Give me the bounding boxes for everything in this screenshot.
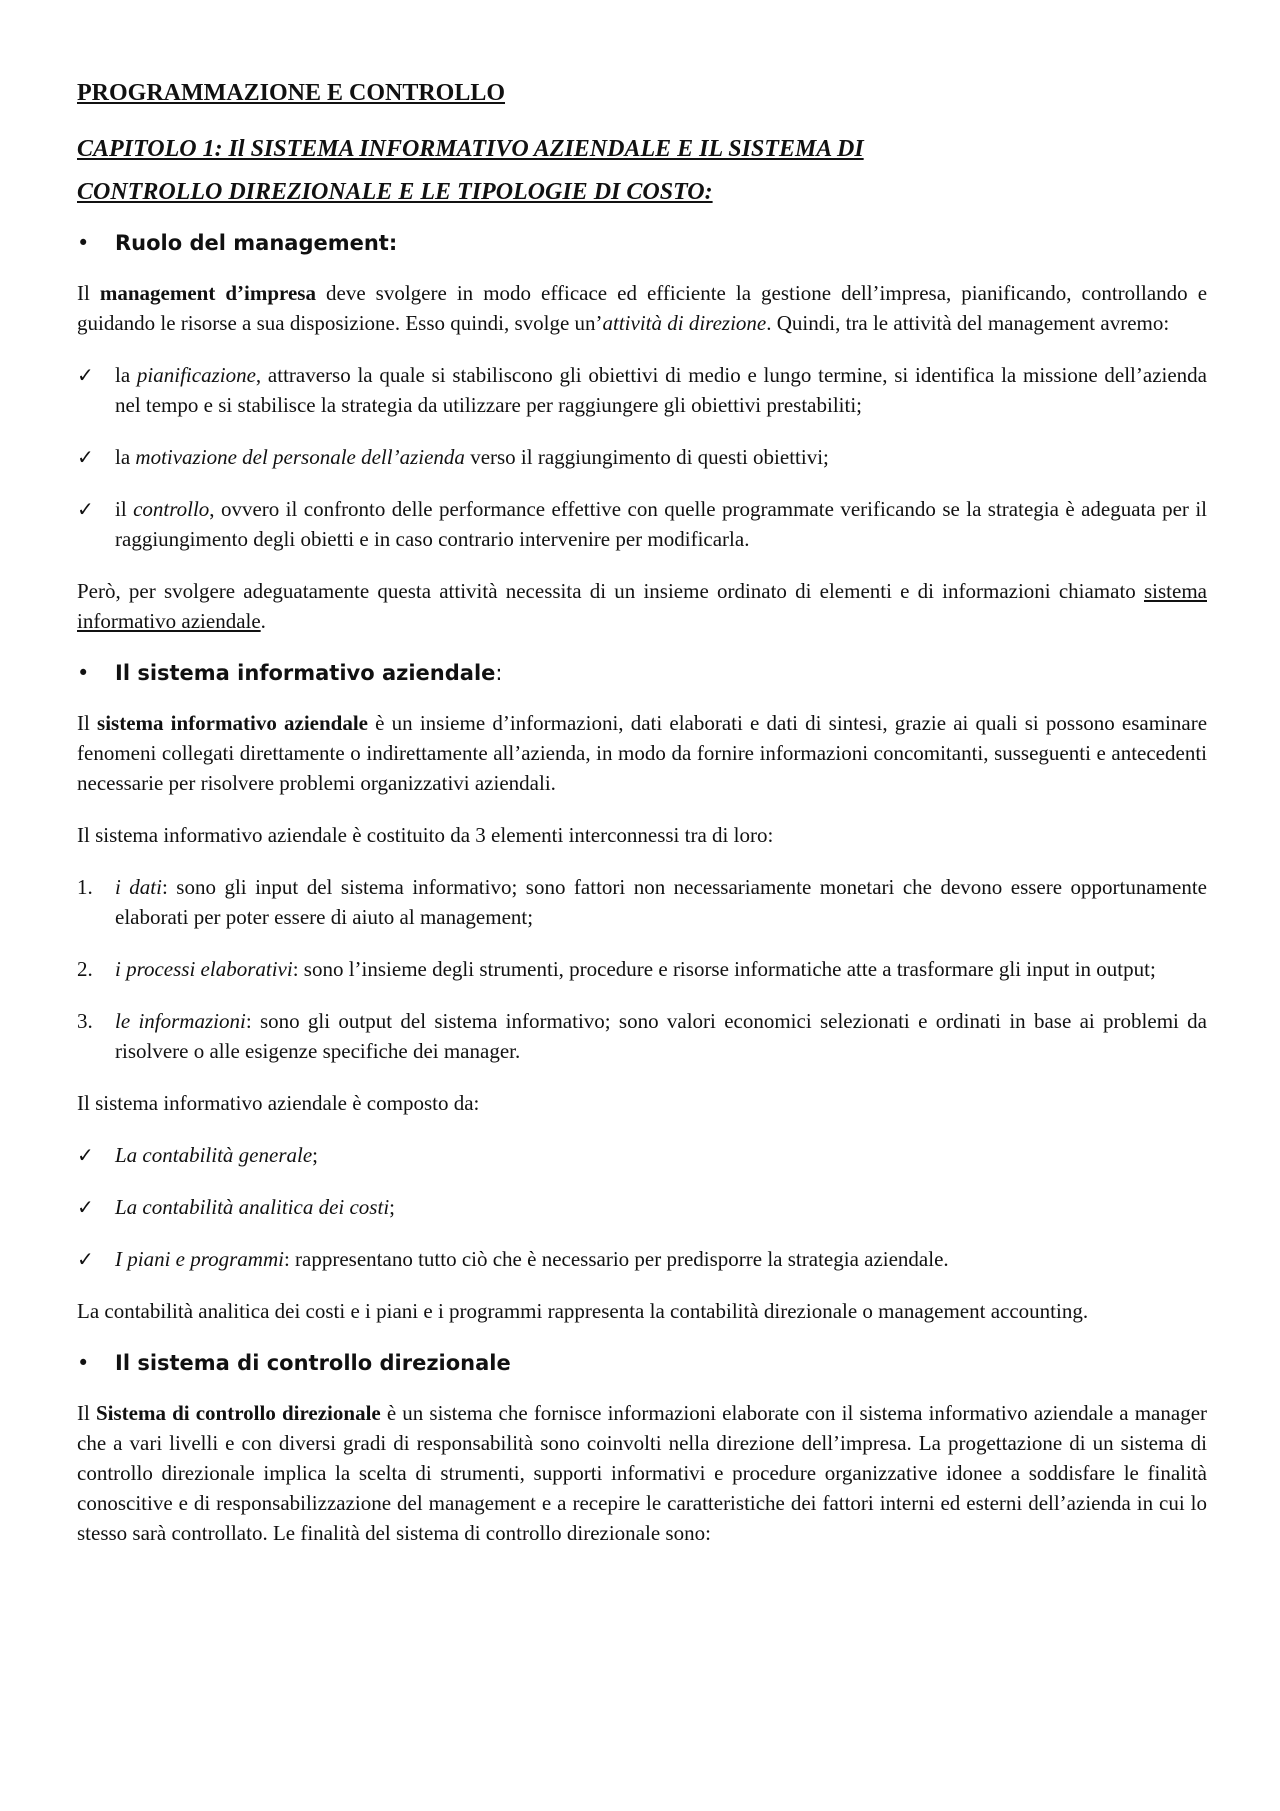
section-heading-text: Il sistema informativo aziendale (115, 661, 496, 685)
paragraph-sistema-informativo-elements: Il sistema informativo aziendale è costituito da 3 elementi interconnessi tra di loro: (77, 823, 774, 847)
text-run: : sono gli output del sistema informativo; sono valori economici selezionati e ordinati in base ai problemi da risolvere o alle esigenze specifiche dei manager. (115, 1009, 1207, 1063)
text-run: è un insieme d’informazioni, dati elaborati e dati di sintesi, grazie ai quali si possono esaminare fenomeni collegati direttamente o indirettamente all’azienda, in modo da fornire informazioni concomitanti, susseguenti e antecedenti necessarie per risolvere problemi organizzativi aziendali. (77, 711, 1208, 795)
text-run: ; (389, 1195, 395, 1219)
italic-term: le informazioni (115, 1009, 246, 1033)
italic-term: attività di direzione (602, 311, 767, 335)
text-run: Il (77, 1401, 96, 1425)
list-number: 2. (77, 957, 93, 981)
document-title: PROGRAMMAZIONE E CONTROLLO (77, 80, 506, 106)
section-heading-colon: : (495, 661, 503, 685)
text-run: ; (312, 1143, 318, 1167)
section-heading-text: Il sistema di controllo direzionale (115, 1351, 511, 1375)
bold-term: sistema informativo aziendale (97, 711, 368, 735)
check-icon: ✓ (77, 445, 94, 469)
bullet-icon: • (77, 661, 90, 685)
text-run: deve svolgere in modo efficace ed efficiente la gestione dell’impresa, pianificando, controllando e guidando le risorse a sua disposizione. Esso quindi, svolge un’ (77, 281, 1208, 335)
list-number: 1. (77, 875, 93, 899)
check-icon: ✓ (77, 1143, 94, 1167)
italic-term: La contabilità generale (115, 1143, 313, 1167)
numbered-list-item (77, 954, 1207, 984)
text-run: è un sistema che fornisce informazioni elaborate con il sistema informativo aziendale a manager che a vari livelli e con diversi gradi di responsabilità sono coinvolti nella direzione dell’impresa. La progettazione di un sistema di controllo direzionale implica la scelta di strumenti, supporti informativi e procedure organizzative idonee a soddisfare le finalità conoscitive e di responsabilizzazione del management e a recepire le caratteristiche dei fattori interni ed esterni dell’azienda in cui lo stesso sarà controllato. Le finalità del sistema di controllo direzionale sono: (77, 1401, 1208, 1545)
section-heading-text: Ruolo del management: (115, 231, 398, 255)
text-run: Però, per svolgere adeguatamente questa attività necessita di un insieme ordinato di elementi e di informazioni chiamato (77, 579, 1144, 603)
italic-term: La contabilità analitica dei costi (115, 1195, 390, 1219)
italic-term: pianificazione (136, 363, 256, 387)
check-list-item (77, 442, 1207, 472)
paragraph-management-intro (77, 278, 1207, 338)
italic-term: i processi elaborativi (115, 957, 293, 981)
text-run: la (115, 363, 137, 387)
numbered-list-item (77, 872, 1207, 932)
italic-term: controllo (133, 497, 210, 521)
chapter-heading-line-1: CAPITOLO 1: Il SISTEMA INFORMATIVO AZIENDALE E IL SISTEMA DI (77, 136, 864, 162)
bold-term: management d’impresa (99, 281, 316, 305)
bullet-icon: • (77, 1351, 90, 1375)
text-run: Il (77, 281, 100, 305)
paragraph-contabilita-direzionale: La contabilità analitica dei costi e i piani e i programmi rappresenta la contabilità direzionale o management accounting. (77, 1299, 1089, 1323)
check-icon: ✓ (77, 1195, 94, 1219)
check-list-item (77, 1140, 1207, 1170)
section-heading-controllo-direzionale (77, 1348, 1207, 1378)
check-list-item (77, 494, 1207, 554)
bullet-icon: • (77, 231, 90, 255)
check-list-item (77, 1192, 1207, 1222)
paragraph-management-outro (77, 576, 1207, 636)
italic-term: I piani e programmi (115, 1247, 284, 1271)
check-list-item (77, 1244, 1207, 1274)
text-run: : sono l’insieme degli strumenti, procedure e risorse informatiche atte a trasformare gli input in output; (292, 957, 1156, 981)
paragraph-sistema-informativo-composition: Il sistema informativo aziendale è composto da: (77, 1091, 480, 1115)
check-icon: ✓ (77, 363, 94, 387)
chapter-heading-line-2: CONTROLLO DIREZIONALE E LE TIPOLOGIE DI COSTO: (77, 179, 713, 205)
document-page (77, 78, 1207, 1570)
paragraph-controllo-direzionale-definition (77, 1398, 1207, 1548)
numbered-list-item (77, 1006, 1207, 1066)
italic-term: i dati (115, 875, 162, 899)
text-run: . (260, 609, 266, 633)
italic-term: motivazione del personale dell’azienda (135, 445, 465, 469)
paragraph-sistema-informativo-definition (77, 708, 1207, 798)
text-run: : rappresentano tutto ciò che è necessario per predisporre la strategia aziendale. (283, 1247, 949, 1271)
text-run: . Quindi, tra le attività del management avremo: (766, 311, 1170, 335)
bold-term: Sistema di controllo direzionale (95, 1401, 381, 1425)
chapter-heading (77, 128, 1207, 214)
text-run: verso il raggiungimento di questi obiettivi; (464, 445, 829, 469)
underlined-term: sistema informativo aziendale (77, 579, 1207, 633)
section-heading-management (77, 228, 1207, 258)
text-run: : sono gli input del sistema informativo; sono fattori non necessariamente monetari che devono essere opportunamente elaborati per poter essere di aiuto al management; (115, 875, 1207, 929)
text-run: , attraverso la quale si stabiliscono gli obiettivi di medio e lungo termine, si identifica la missione dell’azienda nel tempo e si stabilisce la strategia da utilizzare per raggiungere gli obiettivi prestabiliti; (115, 363, 1208, 417)
text-run: il (115, 497, 134, 521)
text-run: la (115, 445, 136, 469)
text-run: , ovvero il confronto delle performance effettive con quelle programmate verificando se la strategia è adeguata per il raggiungimento degli obietti e in caso contrario intervenire per modificarla. (115, 497, 1207, 551)
section-heading-sistema-informativo (77, 658, 1207, 688)
check-list-item (77, 360, 1207, 420)
check-icon: ✓ (77, 497, 94, 521)
list-number: 3. (77, 1009, 93, 1033)
check-icon: ✓ (77, 1247, 94, 1271)
text-run: Il (77, 711, 98, 735)
